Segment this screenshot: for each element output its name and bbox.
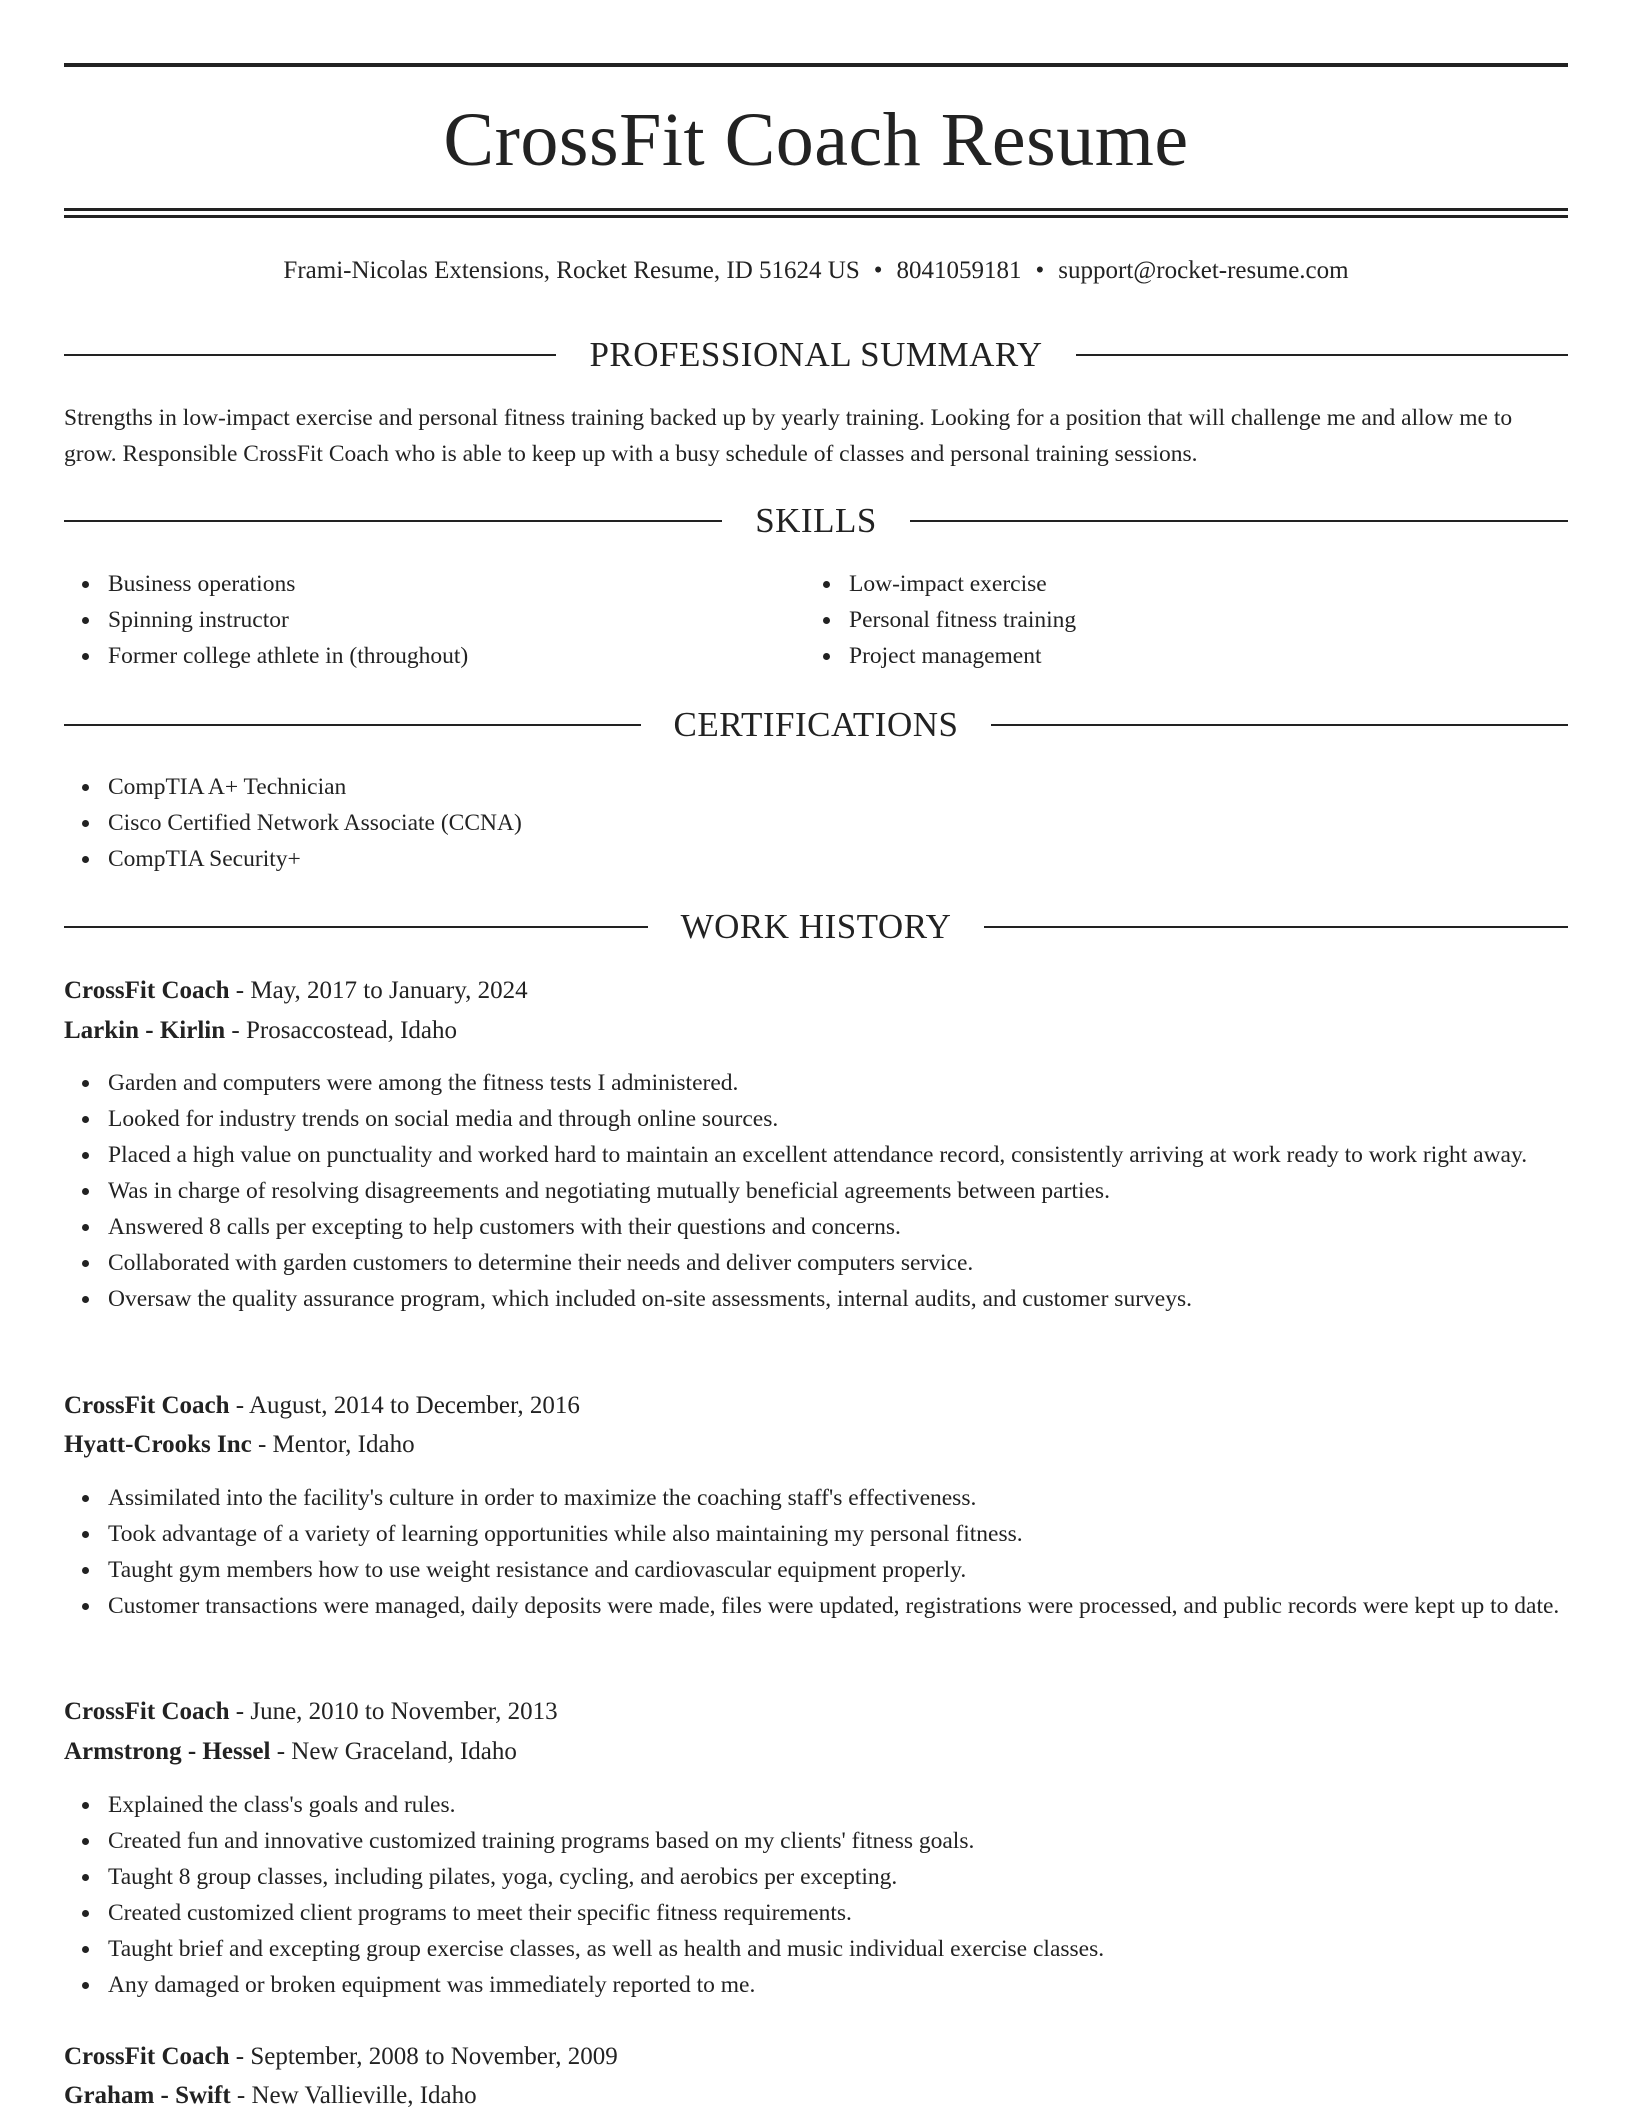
job-bullets: [64, 1787, 1568, 2003]
job-title: CrossFit Coach: [64, 1698, 230, 1725]
job-bullet: Collaborated with garden customers to determine their needs and deliver computers service.: [108, 1245, 1568, 1281]
job-title: CrossFit Coach: [64, 2043, 230, 2070]
skill-item: Business operations: [108, 566, 804, 602]
job-dates: - June, 2010 to November, 2013: [229, 1698, 558, 1725]
contact-separator: •: [873, 257, 883, 284]
section-rule: [64, 520, 722, 522]
section-rule: [984, 926, 1568, 928]
skill-item: Spinning instructor: [108, 602, 804, 638]
certification-item: Cisco Certified Network Associate (CCNA): [108, 805, 1568, 841]
job-bullet: Answered 8 calls per excepting to help customers with their questions and concerns.: [108, 1209, 1568, 1245]
section-title: WORK HISTORY: [680, 907, 952, 946]
job-bullets: [64, 1480, 1568, 1624]
job-bullet: Looked for industry trends on social media and through online sources.: [108, 1101, 1568, 1137]
job-bullet: Was in charge of resolving disagreements and negotiating mutually beneficial agreements between parties.: [108, 1173, 1568, 1209]
skills-heading: [64, 499, 1568, 543]
job-bullet: Placed a high value on punctuality and worked hard to maintain an excellent attendance record, consistently arriving at work ready to work right away.: [108, 1137, 1568, 1173]
job-bullet: Created fun and innovative customized training programs based on my clients' fitness goals.: [108, 1823, 1568, 1859]
job-bullet: Any damaged or broken equipment was immediately reported to me.: [108, 1967, 1568, 2003]
job-company-line: [64, 1426, 415, 1464]
summary-text: Strengths in low-impact exercise and personal fitness training backed up by yearly training. Looking for a position that will challenge me and allow me to grow. Responsible CrossFit Coach who is able to keep up with a busy schedule of classes and personal training sessions.: [64, 405, 1513, 467]
job-bullet: Customer transactions were managed, daily deposits were made, files were updated, registrations were processed, and public records were kept up to date.: [108, 1588, 1568, 1624]
job-location: - New Graceland, Idaho: [270, 1738, 517, 1765]
certification-item: CompTIA A+ Technician: [108, 769, 1568, 805]
job-bullet: Oversaw the quality assurance program, which included on-site assessments, internal audits, and customer surveys.: [108, 1281, 1568, 1317]
work-history-heading: [64, 905, 1568, 949]
certification-item: CompTIA Security+: [108, 841, 1568, 877]
job-bullet: Taught 8 group classes, including pilates, yoga, cycling, and aerobics per excepting.: [108, 1859, 1568, 1895]
job-bullets: [64, 1065, 1568, 1317]
job-title-line: [64, 2038, 618, 2076]
section-title: SKILLS: [755, 501, 877, 540]
skill-item: Project management: [849, 638, 1545, 674]
job-title-line: [64, 1693, 558, 1731]
job-company: Armstrong - Hessel: [64, 1738, 271, 1765]
contact-email: support@rocket-resume.com: [1058, 257, 1349, 284]
section-rule: [910, 520, 1568, 522]
section-rule: [991, 724, 1568, 726]
section-rule: [64, 926, 648, 928]
job-bullet: Assimilated into the facility's culture in order to maximize the coaching staff's effectiveness.: [108, 1480, 1568, 1516]
job-company-line: [64, 1012, 457, 1050]
job-company-line: [64, 2077, 477, 2115]
top-rule: [64, 63, 1568, 67]
job-company: Larkin - Kirlin: [64, 1017, 226, 1044]
job-bullet: Took advantage of a variety of learning opportunities while also maintaining my personal fitness.: [108, 1516, 1568, 1552]
skills-left-list: [64, 566, 804, 674]
skill-item: Personal fitness training: [849, 602, 1545, 638]
skill-item: Former college athlete in (throughout): [108, 638, 804, 674]
job-bullet: Explained the class's goals and rules.: [108, 1787, 1568, 1823]
job-location: - Prosaccostead, Idaho: [225, 1017, 458, 1044]
title-rule-upper: [64, 208, 1568, 211]
section-rule: [1076, 354, 1568, 356]
job-company: Hyatt-Crooks Inc: [64, 1431, 252, 1458]
section-rule: [64, 724, 641, 726]
job-dates: - August, 2014 to December, 2016: [229, 1392, 580, 1419]
job-company: Graham - Swift: [64, 2082, 231, 2109]
job-bullet: Garden and computers were among the fitness tests I administered.: [108, 1065, 1568, 1101]
contact-address: Frami-Nicolas Extensions, Rocket Resume, ID 51624 US: [283, 257, 860, 284]
contact-line: [64, 254, 1568, 288]
job-title-line: [64, 972, 528, 1010]
job-title-line: [64, 1387, 580, 1425]
job-dates: - May, 2017 to January, 2024: [229, 977, 528, 1004]
job-location: - Mentor, Idaho: [251, 1431, 415, 1458]
job-bullet: Taught gym members how to use weight resistance and cardiovascular equipment properly.: [108, 1552, 1568, 1588]
contact-phone: 8041059181: [896, 257, 1022, 284]
summary-heading: [64, 333, 1568, 377]
contact-separator: •: [1035, 257, 1045, 284]
job-title: CrossFit Coach: [64, 1392, 230, 1419]
section-title: CERTIFICATIONS: [673, 705, 959, 744]
resume-title: CrossFit Coach Resume: [443, 98, 1189, 182]
skills-right-list: [805, 566, 1545, 674]
section-rule: [64, 354, 556, 356]
certifications-list: [64, 769, 1568, 877]
certifications-heading: [64, 703, 1568, 747]
job-company-line: [64, 1733, 517, 1771]
skill-item: Low-impact exercise: [849, 566, 1545, 602]
job-bullet: Taught brief and excepting group exercise classes, as well as health and music individual exercise classes.: [108, 1931, 1568, 1967]
section-title: PROFESSIONAL SUMMARY: [589, 335, 1043, 374]
job-bullet: Created customized client programs to meet their specific fitness requirements.: [108, 1895, 1568, 1931]
job-location: - New Vallieville, Idaho: [230, 2082, 477, 2109]
job-title: CrossFit Coach: [64, 977, 230, 1004]
title-rule-lower: [64, 215, 1568, 218]
job-dates: - September, 2008 to November, 2009: [229, 2043, 618, 2070]
